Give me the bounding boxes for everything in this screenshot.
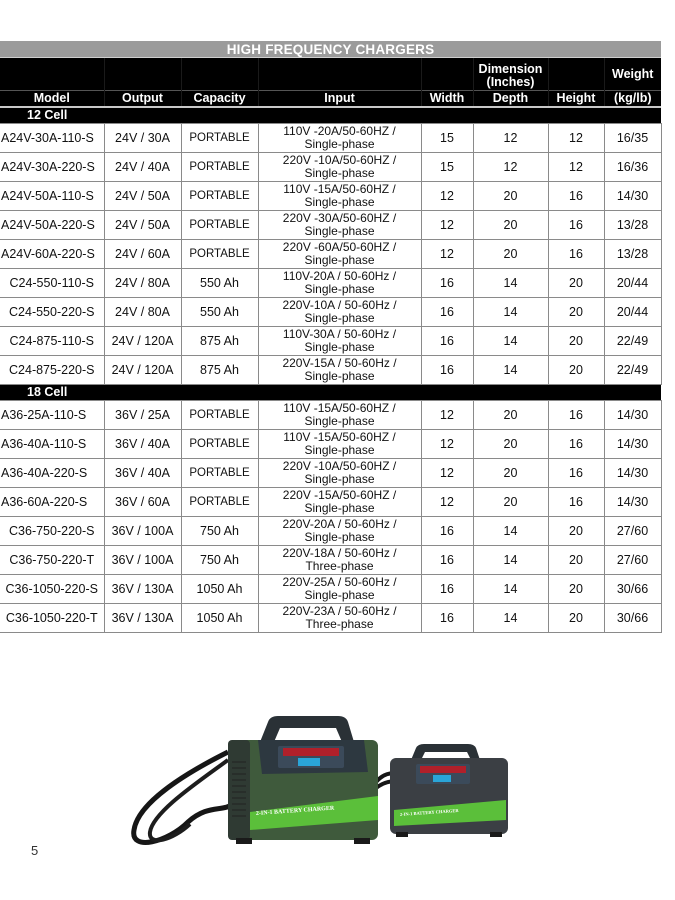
table-row (0, 211, 661, 240)
height-cell: 16 (548, 430, 604, 459)
header-capacity: Capacity (181, 91, 258, 108)
height-cell: 16 (548, 240, 604, 269)
width-cell: 16 (421, 575, 473, 604)
input-line-2: Single-phase (304, 501, 375, 515)
width-cell: 16 (421, 327, 473, 356)
header-blank (421, 58, 473, 91)
output-cell: 36V / 40A (104, 430, 181, 459)
input-cell (258, 546, 421, 575)
input-cell (258, 430, 421, 459)
input-line-2: Single-phase (304, 311, 375, 325)
output-cell: 24V / 50A (104, 182, 181, 211)
capacity-cell: PORTABLE (181, 153, 258, 182)
input-line-2: Single-phase (304, 195, 375, 209)
header-blank (548, 58, 604, 91)
model-cell: A24V-30A-110-S (0, 124, 104, 153)
table-row (0, 459, 661, 488)
large-charger (228, 716, 378, 844)
width-cell: 15 (421, 124, 473, 153)
input-cell (258, 182, 421, 211)
depth-cell: 14 (473, 546, 548, 575)
table-row (0, 182, 661, 211)
input-cell (258, 240, 421, 269)
output-cell: 24V / 80A (104, 298, 181, 327)
header-dimension-group: Dimension (Inches) (473, 58, 548, 91)
model-cell: A36-25A-110-S (0, 401, 104, 430)
capacity-cell: PORTABLE (181, 240, 258, 269)
input-line-1: 220V -15A/50-60HZ / (282, 488, 397, 502)
input-line-2: Single-phase (304, 472, 375, 486)
depth-cell: 14 (473, 269, 548, 298)
capacity-cell: PORTABLE (181, 124, 258, 153)
model-cell: A24V-60A-220-S (0, 240, 104, 269)
header-row (0, 91, 661, 108)
width-cell: 12 (421, 211, 473, 240)
input-line-2: Three-phase (305, 559, 374, 573)
depth-cell: 20 (473, 459, 548, 488)
section-label: 12 Cell (0, 107, 104, 124)
weight-cell: 22/49 (604, 356, 661, 385)
height-cell: 12 (548, 153, 604, 182)
depth-cell: 20 (473, 182, 548, 211)
weight-cell: 20/44 (604, 269, 661, 298)
section-filler (473, 385, 548, 401)
input-line-2: Single-phase (304, 340, 375, 354)
output-cell: 24V / 30A (104, 124, 181, 153)
table-row (0, 575, 661, 604)
table-row (0, 430, 661, 459)
output-cell: 24V / 120A (104, 356, 181, 385)
input-line-1: 110V -15A/50-60HZ / (283, 182, 396, 196)
header-blank (104, 58, 181, 91)
table-row (0, 546, 661, 575)
model-cell: C24-550-110-S (0, 269, 104, 298)
output-cell: 36V / 130A (104, 575, 181, 604)
input-line-1: 220V-20A / 50-60Hz / (282, 517, 397, 531)
height-cell: 20 (548, 327, 604, 356)
table-row (0, 153, 661, 182)
header-blank (0, 58, 104, 91)
output-cell: 24V / 40A (104, 153, 181, 182)
section-filler (104, 107, 181, 124)
model-cell: C36-1050-220-S (0, 575, 104, 604)
capacity-cell: PORTABLE (181, 430, 258, 459)
height-cell: 16 (548, 401, 604, 430)
input-cell (258, 401, 421, 430)
height-cell: 20 (548, 604, 604, 633)
input-line-1: 220V-10A / 50-60Hz / (282, 298, 397, 312)
height-cell: 20 (548, 546, 604, 575)
capacity-cell: 750 Ah (181, 546, 258, 575)
weight-cell: 20/44 (604, 298, 661, 327)
header-weight-group: Weight (604, 58, 661, 91)
depth-cell: 20 (473, 430, 548, 459)
chargers-spec-sheet (0, 41, 661, 633)
input-line-2: Single-phase (304, 414, 375, 428)
model-cell: C24-875-220-S (0, 356, 104, 385)
input-line-2: Single-phase (304, 443, 375, 457)
input-cell (258, 575, 421, 604)
weight-cell: 27/60 (604, 517, 661, 546)
model-cell: C36-1050-220-T (0, 604, 104, 633)
weight-cell: 13/28 (604, 240, 661, 269)
input-line-2: Three-phase (305, 617, 374, 631)
capacity-cell: 750 Ah (181, 517, 258, 546)
input-line-2: Single-phase (304, 588, 375, 602)
header-model: Model (0, 91, 104, 108)
width-cell: 12 (421, 182, 473, 211)
input-line-2: Single-phase (304, 166, 375, 180)
input-line-2: Single-phase (304, 253, 375, 267)
output-cell: 24V / 50A (104, 211, 181, 240)
header-depth: Depth (473, 91, 548, 108)
height-cell: 16 (548, 459, 604, 488)
output-cell: 36V / 100A (104, 546, 181, 575)
output-cell: 24V / 80A (104, 269, 181, 298)
chargers-table (0, 58, 662, 633)
output-cell: 36V / 130A (104, 604, 181, 633)
weight-cell: 27/60 (604, 546, 661, 575)
input-line-1: 110V -20A/50-60HZ / (283, 124, 396, 138)
small-charger (390, 744, 508, 837)
input-cell (258, 298, 421, 327)
input-line-2: Single-phase (304, 282, 375, 296)
table-title: HIGH FREQUENCY CHARGERS (0, 41, 661, 58)
width-cell: 12 (421, 430, 473, 459)
output-cell: 36V / 25A (104, 401, 181, 430)
depth-cell: 20 (473, 488, 548, 517)
input-line-1: 220V -60A/50-60HZ / (282, 240, 397, 254)
header-height: Height (548, 91, 604, 108)
section-filler (604, 385, 661, 401)
height-cell: 20 (548, 517, 604, 546)
input-line-1: 110V -15A/50-60HZ / (283, 430, 396, 444)
header-group-row (0, 58, 661, 91)
model-cell: C24-550-220-S (0, 298, 104, 327)
svg-text:2-IN-1 BATTERY CHARGER: 2-IN-1 BATTERY CHARGER (255, 805, 335, 817)
header-width: Width (421, 91, 473, 108)
height-cell: 20 (548, 298, 604, 327)
section-filler (104, 385, 181, 401)
depth-cell: 14 (473, 298, 548, 327)
input-line-2: Single-phase (304, 369, 375, 383)
section-filler (181, 107, 258, 124)
table-row (0, 269, 661, 298)
depth-cell: 20 (473, 211, 548, 240)
output-cell: 36V / 40A (104, 459, 181, 488)
section-label: 18 Cell (0, 385, 104, 401)
depth-cell: 14 (473, 327, 548, 356)
depth-cell: 12 (473, 153, 548, 182)
input-line-2: Single-phase (304, 137, 375, 151)
capacity-cell: 875 Ah (181, 356, 258, 385)
input-line-1: 220V-23A / 50-60Hz / (282, 604, 397, 618)
battery-chargers-photo (128, 712, 518, 862)
page-number: 5 (31, 843, 39, 858)
section-filler (181, 385, 258, 401)
weight-cell: 16/35 (604, 124, 661, 153)
model-cell: C36-750-220-S (0, 517, 104, 546)
table-row (0, 327, 661, 356)
header-blank (258, 58, 421, 91)
weight-cell: 16/36 (604, 153, 661, 182)
input-line-1: 220V-18A / 50-60Hz / (282, 546, 397, 560)
width-cell: 16 (421, 546, 473, 575)
table-row (0, 124, 661, 153)
width-cell: 16 (421, 269, 473, 298)
table-row (0, 356, 661, 385)
model-cell: A36-60A-220-S (0, 488, 104, 517)
width-cell: 16 (421, 517, 473, 546)
height-cell: 16 (548, 211, 604, 240)
capacity-cell: PORTABLE (181, 401, 258, 430)
model-cell: C24-875-110-S (0, 327, 104, 356)
header-weight-unit: (kg/lb) (604, 91, 661, 108)
input-cell (258, 488, 421, 517)
input-line-1: 110V-30A / 50-60Hz / (282, 327, 397, 341)
section-header-row (0, 107, 661, 124)
output-cell: 36V / 100A (104, 517, 181, 546)
width-cell: 15 (421, 153, 473, 182)
input-line-1: 110V-20A / 50-60Hz / (282, 269, 397, 283)
header-input: Input (258, 91, 421, 108)
height-cell: 16 (548, 488, 604, 517)
header-output: Output (104, 91, 181, 108)
depth-cell: 12 (473, 124, 548, 153)
depth-cell: 14 (473, 356, 548, 385)
model-cell: A24V-30A-220-S (0, 153, 104, 182)
input-line-1: 220V-15A / 50-60Hz / (282, 356, 397, 370)
weight-cell: 14/30 (604, 488, 661, 517)
input-cell (258, 327, 421, 356)
section-filler (548, 385, 604, 401)
width-cell: 16 (421, 298, 473, 327)
output-cell: 36V / 60A (104, 488, 181, 517)
capacity-cell: PORTABLE (181, 488, 258, 517)
width-cell: 12 (421, 488, 473, 517)
capacity-cell: 550 Ah (181, 269, 258, 298)
depth-cell: 14 (473, 517, 548, 546)
input-cell (258, 604, 421, 633)
table-row (0, 401, 661, 430)
input-cell (258, 517, 421, 546)
header-blank (181, 58, 258, 91)
capacity-cell: 1050 Ah (181, 575, 258, 604)
weight-cell: 22/49 (604, 327, 661, 356)
capacity-cell: PORTABLE (181, 459, 258, 488)
width-cell: 12 (421, 401, 473, 430)
depth-cell: 14 (473, 604, 548, 633)
table-row (0, 488, 661, 517)
input-line-1: 220V -10A/50-60HZ / (282, 459, 397, 473)
height-cell: 20 (548, 356, 604, 385)
height-cell: 12 (548, 124, 604, 153)
table-row (0, 604, 661, 633)
capacity-cell: 875 Ah (181, 327, 258, 356)
weight-cell: 14/30 (604, 430, 661, 459)
capacity-cell: PORTABLE (181, 211, 258, 240)
table-row (0, 240, 661, 269)
model-cell: A36-40A-220-S (0, 459, 104, 488)
weight-cell: 14/30 (604, 459, 661, 488)
height-cell: 20 (548, 575, 604, 604)
weight-cell: 30/66 (604, 604, 661, 633)
input-cell (258, 356, 421, 385)
capacity-cell: PORTABLE (181, 182, 258, 211)
section-filler (421, 385, 473, 401)
input-line-2: Single-phase (304, 224, 375, 238)
input-cell (258, 269, 421, 298)
weight-cell: 30/66 (604, 575, 661, 604)
input-line-1: 220V -10A/50-60HZ / (282, 153, 397, 167)
model-cell: A36-40A-110-S (0, 430, 104, 459)
weight-cell: 14/30 (604, 182, 661, 211)
weight-cell: 14/30 (604, 401, 661, 430)
section-filler (604, 107, 661, 124)
height-cell: 20 (548, 269, 604, 298)
table-body (0, 107, 661, 633)
input-cell (258, 153, 421, 182)
model-cell: A24V-50A-220-S (0, 211, 104, 240)
depth-cell: 14 (473, 575, 548, 604)
section-filler (258, 107, 421, 124)
input-line-2: Single-phase (304, 530, 375, 544)
input-cell (258, 459, 421, 488)
depth-cell: 20 (473, 401, 548, 430)
model-cell: A24V-50A-110-S (0, 182, 104, 211)
input-line-1: 110V -15A/50-60HZ / (283, 401, 396, 415)
input-line-1: 220V -30A/50-60HZ / (282, 211, 397, 225)
output-cell: 24V / 120A (104, 327, 181, 356)
input-cell (258, 211, 421, 240)
weight-cell: 13/28 (604, 211, 661, 240)
width-cell: 16 (421, 604, 473, 633)
depth-cell: 20 (473, 240, 548, 269)
table-row (0, 298, 661, 327)
section-filler (258, 385, 421, 401)
section-filler (548, 107, 604, 124)
input-line-1: 220V-25A / 50-60Hz / (282, 575, 397, 589)
section-filler (473, 107, 548, 124)
input-cell (258, 124, 421, 153)
section-filler (421, 107, 473, 124)
width-cell: 12 (421, 459, 473, 488)
section-header-row (0, 385, 661, 401)
width-cell: 12 (421, 240, 473, 269)
model-cell: C36-750-220-T (0, 546, 104, 575)
capacity-cell: 550 Ah (181, 298, 258, 327)
output-cell: 24V / 60A (104, 240, 181, 269)
svg-text:2-IN-1 BATTERY CHARGER: 2-IN-1 BATTERY CHARGER (399, 807, 459, 817)
width-cell: 16 (421, 356, 473, 385)
capacity-cell: 1050 Ah (181, 604, 258, 633)
table-row (0, 517, 661, 546)
height-cell: 16 (548, 182, 604, 211)
